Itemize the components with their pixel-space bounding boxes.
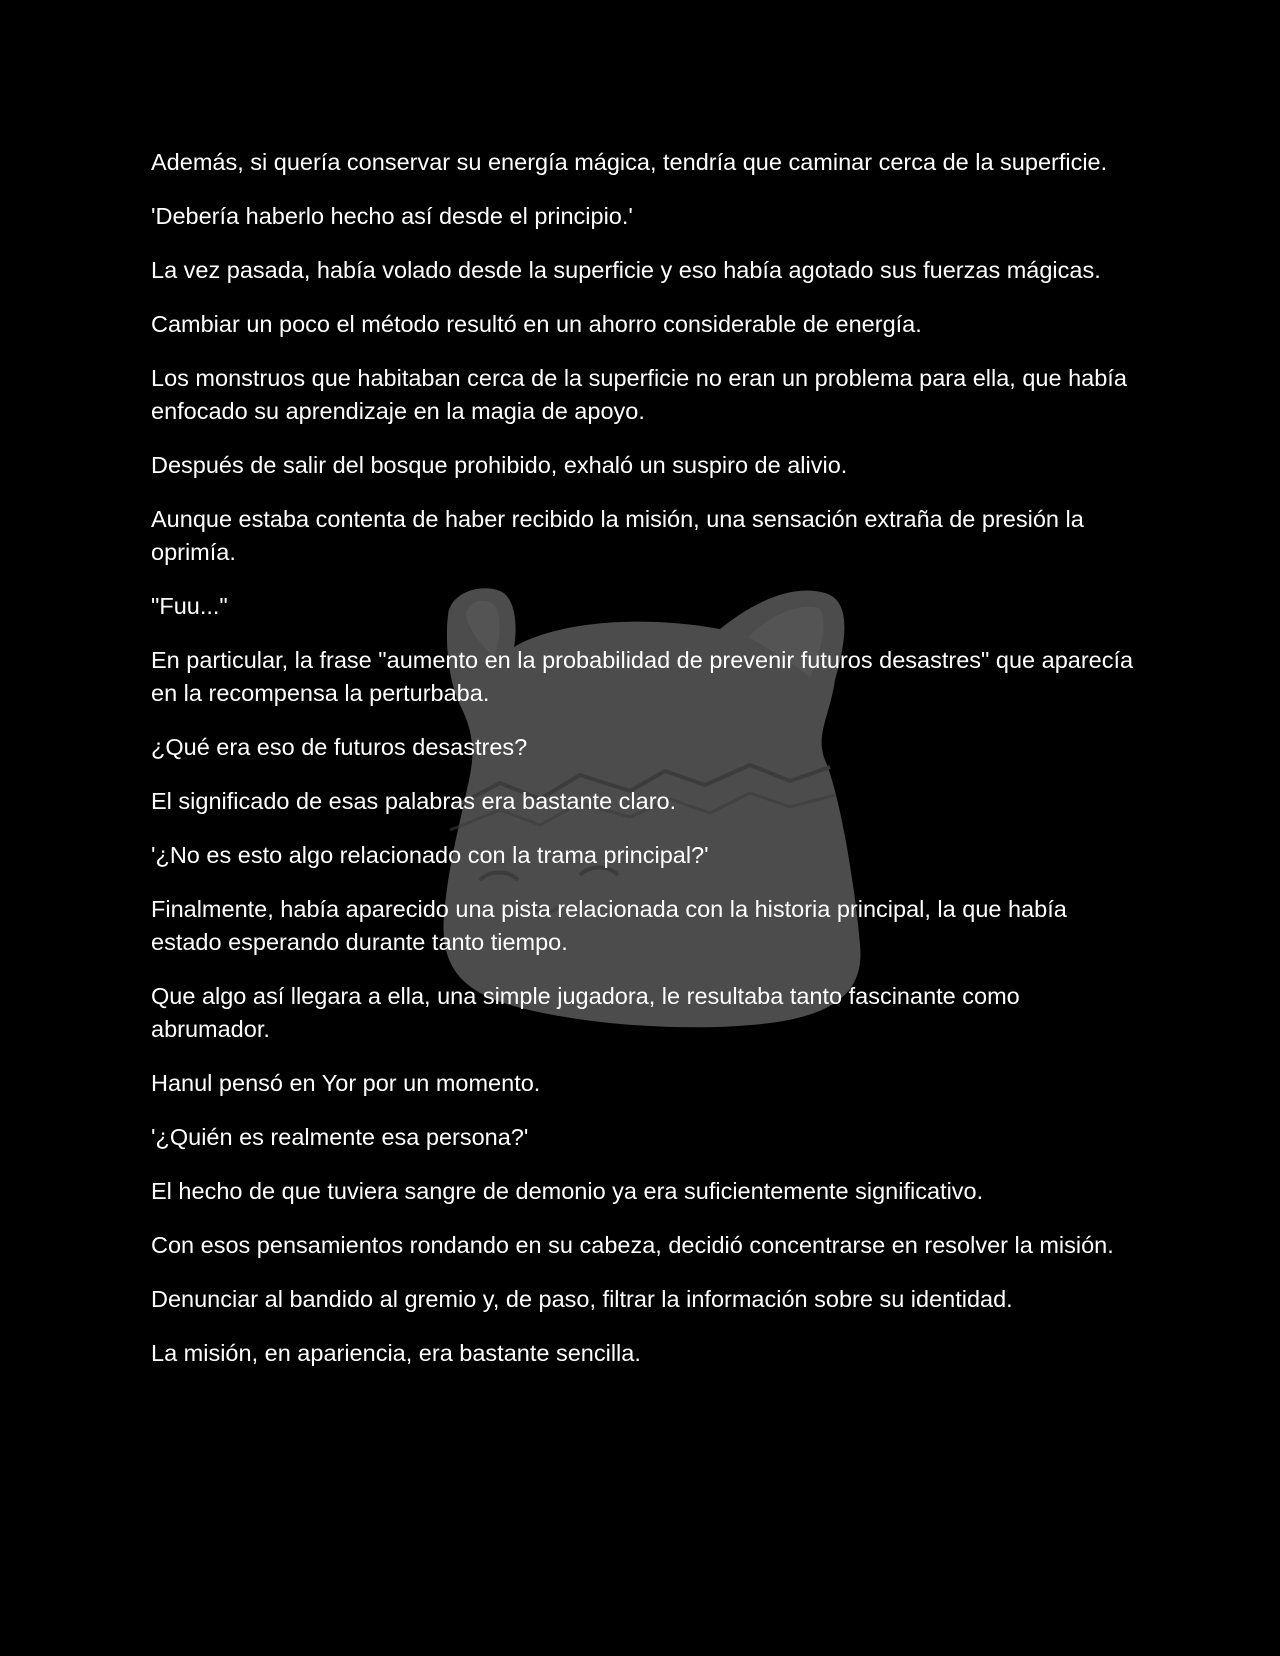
paragraph: El significado de esas palabras era bastante claro.: [151, 788, 677, 814]
paragraph: '¿Quién es realmente esa persona?': [151, 1124, 529, 1150]
paragraph: Los monstruos que habitaban cerca de la superficie no eran un problema para ella, que había enfocado su aprendizaje en la magia de apoyo.: [151, 365, 1127, 424]
paragraph: Además, si quería conservar su energía mágica, tendría que caminar cerca de la superficie.: [151, 149, 1108, 175]
paragraph: Después de salir del bosque prohibido, exhaló un suspiro de alivio.: [151, 452, 848, 478]
paragraph: Finalmente, había aparecido una pista relacionada con la historia principal, la que había estado esperando durante tanto tiempo.: [151, 896, 1067, 955]
paragraph: Con esos pensamientos rondando en su cabeza, decidió concentrarse en resolver la misión.: [151, 1232, 1114, 1258]
paragraph: "Fuu...": [151, 593, 228, 619]
paragraph: El hecho de que tuviera sangre de demonio ya era suficientemente significativo.: [151, 1178, 984, 1204]
paragraph: ¿Qué era eso de futuros desastres?: [151, 734, 528, 760]
paragraph: Denunciar al bandido al gremio y, de paso, filtrar la información sobre su identidad.: [151, 1286, 1013, 1312]
paragraph: Que algo así llegara a ella, una simple jugadora, le resultaba tanto fascinante como abrumador.: [151, 983, 1020, 1042]
paragraph: '¿No es esto algo relacionado con la trama principal?': [151, 842, 709, 868]
paragraph: En particular, la frase "aumento en la probabilidad de prevenir futuros desastres" que aparecía en la recompensa la perturbaba.: [151, 647, 1134, 706]
paragraph: La vez pasada, había volado desde la superficie y eso había agotado sus fuerzas mágicas.: [151, 257, 1101, 283]
paragraph: Cambiar un poco el método resultó en un ahorro considerable de energía.: [151, 311, 922, 337]
paragraph: Hanul pensó en Yor por un momento.: [151, 1070, 541, 1096]
paragraph: 'Debería haberlo hecho así desde el principio.': [151, 203, 633, 229]
paragraph: Aunque estaba contenta de haber recibido la misión, una sensación extraña de presión la oprimía.: [151, 506, 1084, 565]
paragraph: La misión, en apariencia, era bastante sencilla.: [151, 1340, 641, 1366]
chapter-text: [151, 146, 1141, 1391]
